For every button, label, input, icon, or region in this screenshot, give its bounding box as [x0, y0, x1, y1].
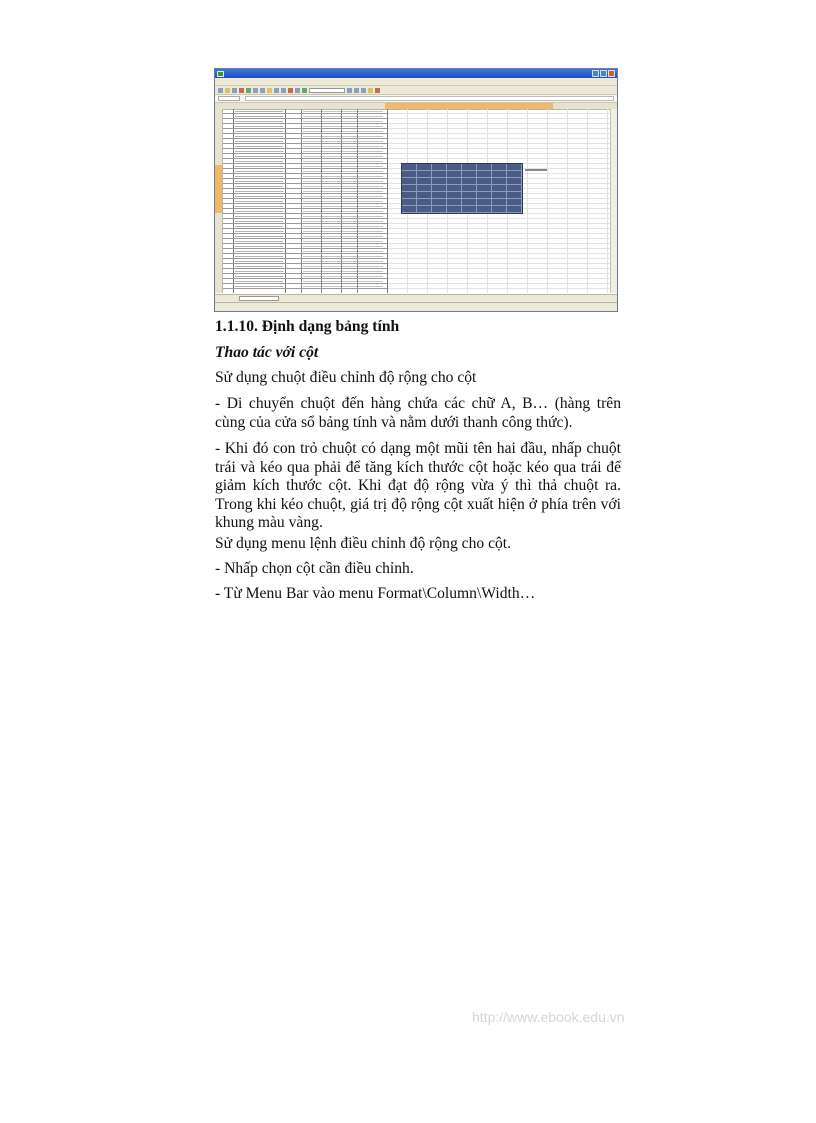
- underline-icon[interactable]: [361, 88, 366, 93]
- font-box[interactable]: [309, 88, 345, 93]
- section-heading: 1.1.10. Định dạng bảng tính: [215, 318, 400, 335]
- minimize-icon[interactable]: [592, 70, 599, 77]
- cell-text-block: [235, 111, 283, 291]
- excel-app-icon: [217, 71, 224, 77]
- selected-range-block: [401, 163, 523, 214]
- undo-icon[interactable]: [274, 88, 279, 93]
- selected-row-headers: [215, 165, 222, 213]
- formula-input[interactable]: [245, 96, 614, 101]
- redo-icon[interactable]: [281, 88, 286, 93]
- save-icon[interactable]: [232, 88, 237, 93]
- toolbar: [215, 86, 617, 95]
- watermark: http://www.ebook.edu.vn: [472, 1009, 625, 1025]
- menu-bar: [215, 78, 617, 86]
- paragraph-1: Sử dụng chuột điều chỉnh độ rộng cho cột: [215, 369, 477, 386]
- sort-icon[interactable]: [295, 88, 300, 93]
- status-bar: [215, 302, 617, 311]
- print-icon[interactable]: [239, 88, 244, 93]
- paragraph-2: - Di chuyển chuột đến hàng chứa các chữ A, B… (hàng trên cùng của cửa sổ bảng tính và nằm dưới thanh công thức).: [215, 395, 621, 431]
- window-controls: [592, 70, 615, 77]
- maximize-icon[interactable]: [600, 70, 607, 77]
- cell-number-block: [303, 111, 383, 291]
- bold-icon[interactable]: [347, 88, 352, 93]
- preview-icon[interactable]: [246, 88, 251, 93]
- paragraph-4: Sử dụng menu lệnh điều chỉnh độ rộng cho cột.: [215, 535, 512, 552]
- subheading: Thao tác với cột: [215, 344, 319, 361]
- window-titlebar: [215, 69, 617, 78]
- paragraph-6: - Từ Menu Bar vào menu Format\Column\Width…: [215, 585, 536, 602]
- paragraph-3: - Khi đó con trỏ chuột có dạng một mũi tên hai đầu, nhấp chuột trái và kéo qua phải để tăng kích thước cột hoặc kéo qua trái để giảm kích thước cột. Khi đạt độ rộng vừa ý thì thả chuột ra. Trong khi kéo chuột, giá trị độ rộng cột xuất hiện ở phía trên với khung màu vàng.: [215, 440, 621, 531]
- italic-icon[interactable]: [354, 88, 359, 93]
- open-icon[interactable]: [225, 88, 230, 93]
- worksheet-grid[interactable]: [215, 109, 617, 293]
- table-region: [223, 109, 388, 293]
- sheet-tab[interactable]: [239, 296, 279, 301]
- fill-color-icon[interactable]: [368, 88, 373, 93]
- formula-bar: [215, 95, 617, 103]
- chart-icon[interactable]: [302, 88, 307, 93]
- cut-icon[interactable]: [253, 88, 258, 93]
- paragraph-5: - Nhấp chọn cột cần điều chỉnh.: [215, 560, 414, 577]
- copy-icon[interactable]: [260, 88, 265, 93]
- name-box[interactable]: [218, 96, 240, 101]
- spreadsheet-screenshot: [214, 68, 618, 312]
- close-icon[interactable]: [608, 70, 615, 77]
- cell-note: [525, 169, 547, 171]
- new-icon[interactable]: [218, 88, 223, 93]
- sum-icon[interactable]: [288, 88, 293, 93]
- vertical-scrollbar[interactable]: [610, 109, 617, 293]
- row-headers[interactable]: [215, 109, 223, 293]
- font-color-icon[interactable]: [375, 88, 380, 93]
- paste-icon[interactable]: [267, 88, 272, 93]
